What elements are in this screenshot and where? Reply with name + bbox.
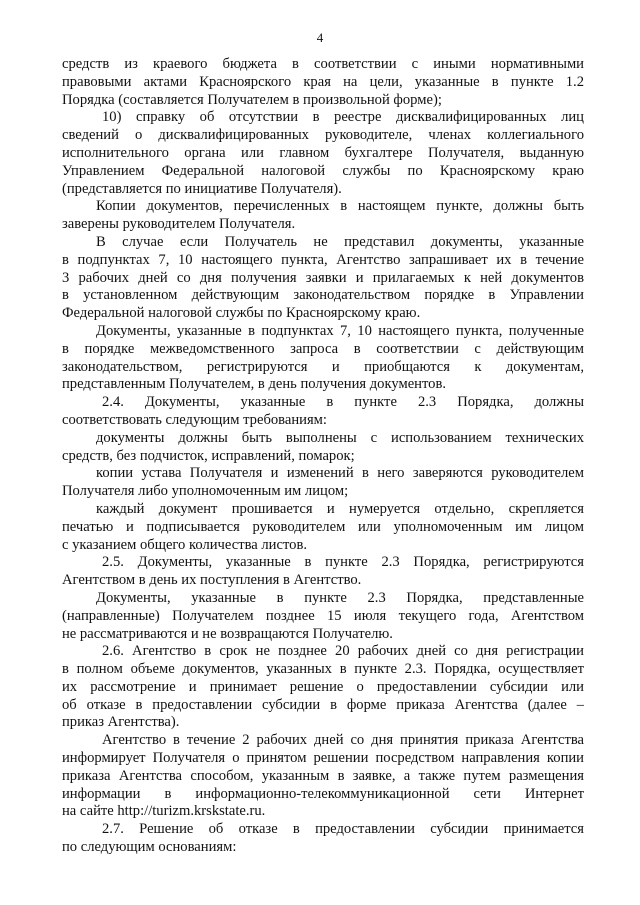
text-line: в полном объеме документов, указанных в пункте 2.3. Порядка, осуществляет xyxy=(62,661,584,678)
text-line: правовыми актами Красноярского края на цели, указанные в пункте 1.2 xyxy=(62,73,584,90)
text-line: Документы, указанные в пункте 2.3 Порядка, представленные xyxy=(96,589,584,606)
paragraph xyxy=(62,732,584,821)
text-line: по следующим основаниям: xyxy=(62,839,237,856)
paragraph xyxy=(62,821,584,857)
text-line: 3 рабочих дней со дня получения заявки и прилагаемых к ней документов xyxy=(62,269,584,286)
text-line: 2.5. Документы, указанные в пункте 2.3 Порядка, регистрируются xyxy=(102,554,584,571)
paragraph xyxy=(62,323,584,394)
text-line: исполнительного органа или главном бухгалтере Получателя, выданную xyxy=(62,144,584,161)
text-line: об отказе в предоставлении субсидии в форме приказа Агентства (далее – xyxy=(62,696,584,713)
text-line: печатью и подписывается руководителем или уполномоченным им лицом xyxy=(62,518,584,535)
text-line: Документы, указанные в подпунктах 7, 10 настоящего пункта, полученные xyxy=(96,322,584,339)
text-line: приказа Агентства способом, указанным в заявке, а также путем размещения xyxy=(62,767,584,784)
text-line: их рассмотрение и принимает решение о предоставлении субсидии или xyxy=(62,678,584,695)
paragraph xyxy=(62,198,584,234)
text-line: заверены руководителем Получателя. xyxy=(62,216,296,233)
text-line: копии устава Получателя и изменений в него заверяются руководителем xyxy=(96,465,584,482)
paragraph xyxy=(62,56,584,109)
text-line: (представляется по инициативе Получателя). xyxy=(62,180,342,197)
text-line: (направленные) Получателем позднее 15 июля текущего года, Агентством xyxy=(62,607,584,624)
paragraph xyxy=(62,643,584,732)
text-line: в порядке межведомственного запроса в соответствии с действующим xyxy=(62,340,584,357)
text-line: Управлением Федеральной налоговой службы по Красноярскому краю xyxy=(62,162,584,179)
text-line: В случае если Получатель не представил документы, указанные xyxy=(96,233,584,250)
text-line: приказ Агентства). xyxy=(62,714,180,731)
text-line: в установленном действующим законодательством порядке в Управлении xyxy=(62,287,584,304)
text-line: документы должны быть выполнены с использованием технических xyxy=(96,429,584,446)
page-number: 4 xyxy=(316,30,324,45)
document-body xyxy=(62,56,584,857)
text-line: 2.4. Документы, указанные в пункте 2.3 Порядка, должны xyxy=(102,394,584,411)
text-line: в подпунктах 7, 10 настоящего пункта, Агентство запрашивает их в течение xyxy=(62,251,584,268)
paragraph xyxy=(62,501,584,554)
text-line: Копии документов, перечисленных в настоящем пункте, должны быть xyxy=(96,198,584,215)
text-line: Федеральной налоговой службы по Красноярскому краю. xyxy=(62,305,421,322)
text-line: представленным Получателем, в день получения документов. xyxy=(62,376,447,393)
text-line: средств из краевого бюджета в соответствии с иными нормативными xyxy=(62,56,584,72)
paragraph xyxy=(62,394,584,430)
text-line: 2.7. Решение об отказе в предоставлении субсидии принимается xyxy=(102,821,584,838)
paragraph xyxy=(62,109,584,198)
paragraph xyxy=(62,590,584,643)
text-line: 2.6. Агентство в срок не позднее 20 рабочих дней со дня регистрации xyxy=(102,643,584,660)
text-line: средств, без подчисток, исправлений, помарок; xyxy=(62,447,355,464)
text-line: Агентство в течение 2 рабочих дней со дня принятия приказа Агентства xyxy=(102,732,584,749)
text-line: с указанием общего количества листов. xyxy=(62,536,307,553)
text-line: законодательством, регистрируются и приобщаются к документам, xyxy=(62,358,584,375)
text-line: соответствовать следующим требованиям: xyxy=(62,411,327,428)
paragraph xyxy=(62,554,584,590)
paragraph xyxy=(62,465,584,501)
text-line: не рассматриваются и не возвращаются Получателю. xyxy=(62,625,393,642)
text-line: Агентством в день их поступления в Агентство. xyxy=(62,572,362,589)
text-line: сведений о дисквалифицированных руководителе, членах коллегиального xyxy=(62,127,584,144)
text-line: каждый документ прошивается и нумеруется отдельно, скрепляется xyxy=(96,500,584,517)
text-line: на сайте http://turizm.krskstate.ru. xyxy=(62,803,266,820)
paragraph xyxy=(62,234,584,323)
paragraph xyxy=(62,430,584,466)
text-line: 10) справку об отсутствии в реестре дисквалифицированных лиц xyxy=(102,109,584,126)
text-line: информирует Получателя о принятом решении посредством направления копии xyxy=(62,750,584,767)
text-line: Получателя либо уполномоченным им лицом; xyxy=(62,483,349,500)
text-line: Порядка (составляется Получателем в произвольной форме); xyxy=(62,91,442,108)
text-line: информации в информационно-телекоммуникационной сети Интернет xyxy=(62,785,584,802)
